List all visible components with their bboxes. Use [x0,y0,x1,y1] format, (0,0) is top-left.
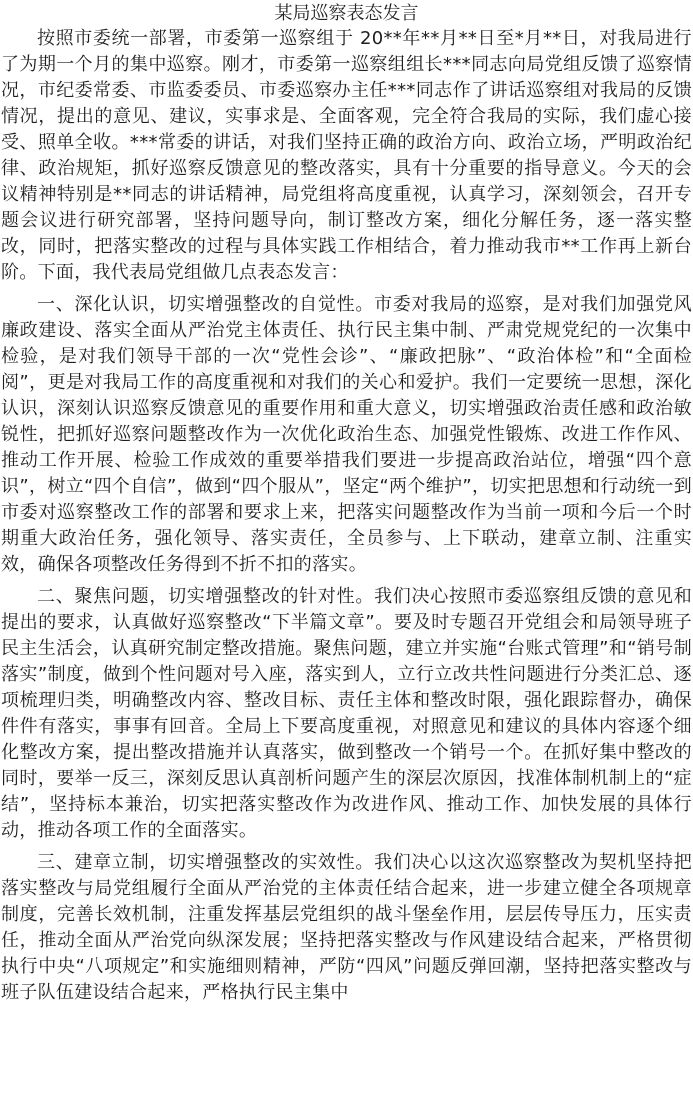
document-title: 某局巡察表态发言 [274,3,419,24]
paragraph-intro: 按照市委统一部署，市委第一巡察组于 20**年**月**日至*月**日，对我局进行了为期一个月的集中巡察。刚才，市委第一巡察组组长***同志向局党组反馈了巡察情况，市纪委常委、市监委委员、市委巡察办主任***同志作了讲话巡察组对我局的反馈情况，提出的意见、建议，实事求是、全面客观，完全符合我局的实际，我们虚心接受、照单全收。***常委的讲话，对我们坚持正确的政治方向、政治立场，严明政治纪律、政治规矩，抓好巡察反馈意见的整改落实，具有十分重要的指导意义。今天的会议精神特别是**同志的讲话精神，局党组将高度重视，认真学习，深刻领会，召开专题会议进行研究部署，坚持问题导向，制订整改方案，细化分解任务，逐一落实整改，同时，把落实整改的过程与具体实践工作相结合，着力推动我市**工作再上新台阶。下面，我代表局党组做几点表态发言： [1,28,692,283]
paragraph-section-1: 一、深化认识，切实增强整改的自觉性。市委对我局的巡察，是对我们加强党风廉政建设、落实全面从严治党主体责任、执行民主集中制、严肃党规党纪的一次集中检验，是对我们领导干部的一次“党性会诊”、“廉政把脉”、“政治体检”和“全面检阅”，更是对我局工作的高度重视和对我们的关心和爱护。我们一定要统一思想，深化认识，深刻认识巡察反馈意见的重要作用和重大意义，切实增强政治责任感和政治敏锐性，把抓好巡察问题整改作为一次优化政治生态、加强党性锻炼、改进工作作风、推动工作开展、检验工作成效的重要举措我们要进一步提高政治站位，增强“四个意识”，树立“四个自信”，做到“四个服从”，坚定“两个维护”，切实把思想和行动统一到市委对巡察整改工作的部署和要求上来，把落实问题整改作为当前一项和今后一个时期重大政治任务，强化领导、落实责任，全员参与、上下联动，建章立制、注重实效，确保各项整改任务得到不折不扣的落实。 [1,294,692,575]
paragraph-section-3: 三、建章立制，切实增强整改的实效性。我们决心以这次巡察整改为契机坚持把落实整改与局党组履行全面从严治党的主体责任结合起来，进一步建立健全各项规章制度，完善长效机制，注重发挥基层党组织的战斗堡垒作用，层层传导压力，压实责任，推动全面从严治党向纵深发展；坚持把落实整改与作风建设结合起来，严格贯彻执行中央“八项规定”和实施细则精神，严防“四风”问题反弹回潮，坚持把落实整改与班子队伍建设结合起来，严格执行民主集中 [1,852,692,1003]
paragraph-section-2: 二、聚焦问题，切实增强整改的针对性。我们决心按照市委巡察组反馈的意见和提出的要求，认真做好巡察整改“下半篇文章”。要及时专题召开党组会和局领导班子民主生活会，认真研究制定整改措施。聚焦问题，建立并实施“台账式管理”和“销号制落实”制度，做到个性问题对号入座，落实到人，立行立改共性问题进行分类汇总、逐项梳理归类，明确整改内容、整改目标、责任主体和整改时限，强化跟踪督办，确保件件有落实，事事有回音。全局上下要高度重视，对照意见和建议的具体内容逐个细化整改方案，提出整改措施并认真落实，做到整改一个销号一个。在抓好集中整改的同时，要举一反三，深刻反思认真剖析问题产生的深层次原因，找准体制机制上的“症结”，坚持标本兼治，切实把落实整改作为改进作风、推动工作、加快发展的具体行动，推动各项工作的全面落实。 [1,586,692,841]
